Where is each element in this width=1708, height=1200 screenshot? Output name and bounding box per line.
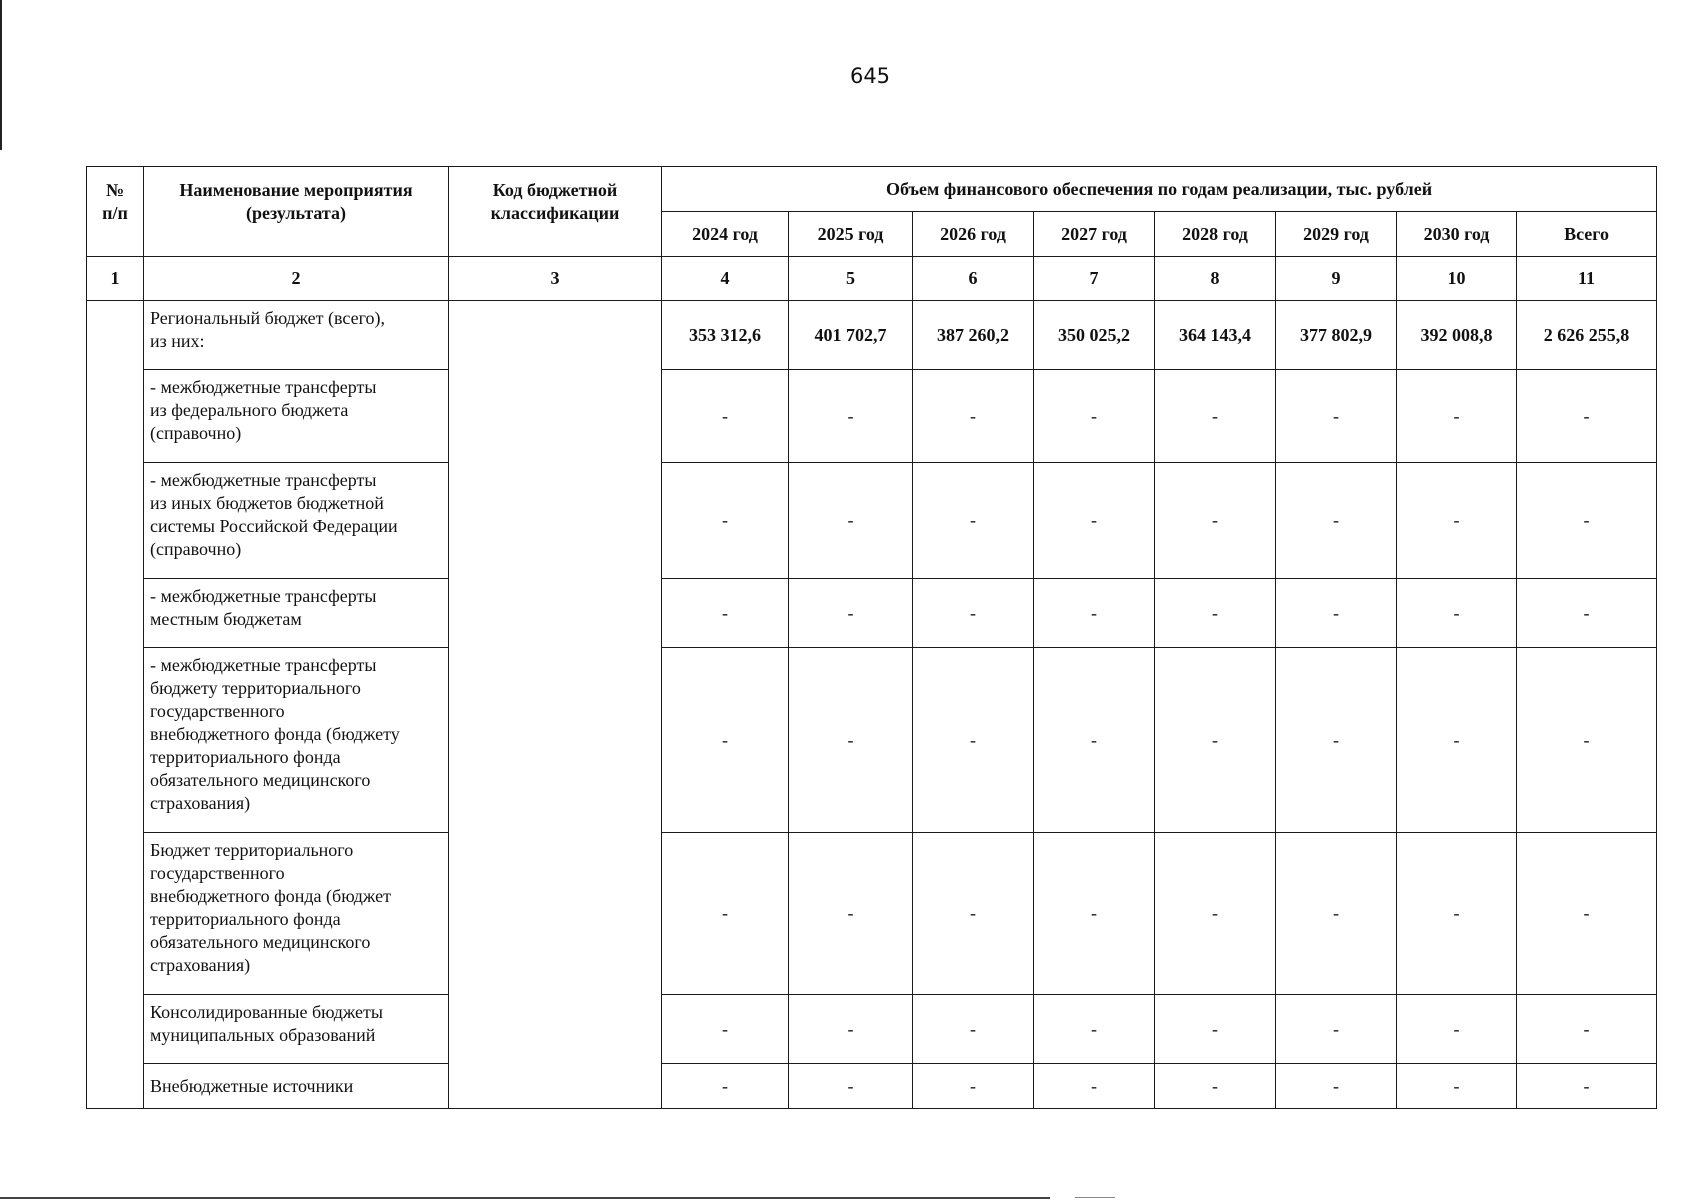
value-cell: - bbox=[1034, 995, 1155, 1064]
value-cell: - bbox=[1517, 648, 1657, 833]
value-cell: - bbox=[913, 1064, 1034, 1109]
value-cell: - bbox=[1276, 463, 1397, 579]
value-cell: - bbox=[1155, 1064, 1276, 1109]
value-cell: - bbox=[1397, 579, 1517, 648]
value-cell: - bbox=[1397, 370, 1517, 463]
row-label: Внебюджетные источники bbox=[144, 1064, 449, 1109]
value-cell: 2 626 255,8 bbox=[1517, 301, 1657, 370]
column-number: 8 bbox=[1155, 257, 1276, 301]
value-cell: - bbox=[1517, 995, 1657, 1064]
value-cell: - bbox=[1155, 463, 1276, 579]
value-cell: - bbox=[1397, 463, 1517, 579]
value-cell: - bbox=[1034, 579, 1155, 648]
table-row bbox=[87, 579, 1657, 648]
page-number: 645 bbox=[849, 64, 891, 88]
value-cell: - bbox=[789, 579, 913, 648]
column-number: 3 bbox=[449, 257, 662, 301]
table-row bbox=[87, 370, 1657, 463]
value-cell: - bbox=[1276, 370, 1397, 463]
value-cell: 377 802,9 bbox=[1276, 301, 1397, 370]
value-cell: - bbox=[1155, 370, 1276, 463]
row-label: - межбюджетные трансферты из иных бюджетов бюджетной системы Российской Федерации (справочно) bbox=[144, 463, 449, 579]
table-row bbox=[87, 833, 1657, 995]
header-year-2026: 2026 год bbox=[913, 212, 1034, 257]
header-row-1 bbox=[87, 167, 1657, 212]
value-cell: - bbox=[1276, 579, 1397, 648]
row-label: - межбюджетные трансферты бюджету территориального государственного внебюджетного фонда (бюджету территориального фонда обязательного медицинского страхования) bbox=[144, 648, 449, 833]
header-funding-span: Объем финансового обеспечения по годам реализации, тыс. рублей bbox=[662, 167, 1657, 212]
value-cell: - bbox=[662, 579, 789, 648]
budget-code-cell-empty bbox=[449, 301, 662, 1109]
budget-table bbox=[86, 166, 1657, 1109]
column-number: 5 bbox=[789, 257, 913, 301]
header-year-2025: 2025 год bbox=[789, 212, 913, 257]
value-cell: - bbox=[1276, 995, 1397, 1064]
value-cell: - bbox=[913, 370, 1034, 463]
value-cell: - bbox=[1517, 1064, 1657, 1109]
value-cell: - bbox=[1155, 995, 1276, 1064]
value-cell: - bbox=[789, 463, 913, 579]
value-cell: - bbox=[1517, 463, 1657, 579]
column-number: 9 bbox=[1276, 257, 1397, 301]
value-cell: - bbox=[789, 995, 913, 1064]
value-cell: - bbox=[662, 370, 789, 463]
scan-border-bottom bbox=[0, 1197, 1050, 1199]
value-cell: - bbox=[1034, 1064, 1155, 1109]
table-row bbox=[87, 995, 1657, 1064]
header-name: Наименование мероприятия (результата) bbox=[144, 167, 449, 257]
value-cell: - bbox=[913, 463, 1034, 579]
table-row bbox=[87, 648, 1657, 833]
column-number: 11 bbox=[1517, 257, 1657, 301]
column-number-row bbox=[87, 257, 1657, 301]
value-cell: - bbox=[1517, 833, 1657, 995]
value-cell: - bbox=[662, 995, 789, 1064]
value-cell: - bbox=[1276, 833, 1397, 995]
row-label: Бюджет территориального государственного внебюджетного фонда (бюджет территориального фонда обязательного медицинского страхования) bbox=[144, 833, 449, 995]
header-total: Всего bbox=[1517, 212, 1657, 257]
value-cell: 364 143,4 bbox=[1155, 301, 1276, 370]
value-cell: - bbox=[913, 833, 1034, 995]
value-cell: - bbox=[1397, 1064, 1517, 1109]
header-code: Код бюджетной классификации bbox=[449, 167, 662, 257]
header-year-2029: 2029 год bbox=[1276, 212, 1397, 257]
column-number: 10 bbox=[1397, 257, 1517, 301]
value-cell: - bbox=[1034, 833, 1155, 995]
scan-border-bottom-fragment bbox=[1075, 1197, 1115, 1198]
value-cell: 350 025,2 bbox=[1034, 301, 1155, 370]
value-cell: - bbox=[1155, 579, 1276, 648]
value-cell: - bbox=[789, 370, 913, 463]
value-cell: 392 008,8 bbox=[1397, 301, 1517, 370]
header-year-2028: 2028 год bbox=[1155, 212, 1276, 257]
value-cell: 353 312,6 bbox=[662, 301, 789, 370]
value-cell: - bbox=[662, 463, 789, 579]
value-cell: - bbox=[1034, 463, 1155, 579]
row-label: Региональный бюджет (всего), из них: bbox=[144, 301, 449, 370]
value-cell: - bbox=[1276, 648, 1397, 833]
header-year-2030: 2030 год bbox=[1397, 212, 1517, 257]
header-year-2027: 2027 год bbox=[1034, 212, 1155, 257]
value-cell: - bbox=[662, 1064, 789, 1109]
column-number: 6 bbox=[913, 257, 1034, 301]
column-number: 2 bbox=[144, 257, 449, 301]
value-cell: - bbox=[1034, 648, 1155, 833]
row-label: - межбюджетные трансферты местным бюджетам bbox=[144, 579, 449, 648]
value-cell: - bbox=[789, 1064, 913, 1109]
value-cell: 387 260,2 bbox=[913, 301, 1034, 370]
header-year-2024: 2024 год bbox=[662, 212, 789, 257]
value-cell: - bbox=[1155, 648, 1276, 833]
value-cell: - bbox=[1034, 370, 1155, 463]
column-number: 1 bbox=[87, 257, 144, 301]
value-cell: - bbox=[789, 833, 913, 995]
value-cell: - bbox=[1517, 579, 1657, 648]
value-cell: - bbox=[662, 648, 789, 833]
header-num: № п/п bbox=[87, 167, 144, 257]
table-row bbox=[87, 301, 1657, 370]
column-number: 7 bbox=[1034, 257, 1155, 301]
table-row bbox=[87, 1064, 1657, 1109]
value-cell: - bbox=[789, 648, 913, 833]
value-cell: - bbox=[1155, 833, 1276, 995]
value-cell: - bbox=[1276, 1064, 1397, 1109]
value-cell: 401 702,7 bbox=[789, 301, 913, 370]
value-cell: - bbox=[1397, 833, 1517, 995]
table-row bbox=[87, 463, 1657, 579]
value-cell: - bbox=[913, 648, 1034, 833]
row-label: - межбюджетные трансферты из федерального бюджета (справочно) bbox=[144, 370, 449, 463]
column-number: 4 bbox=[662, 257, 789, 301]
value-cell: - bbox=[1397, 995, 1517, 1064]
value-cell: - bbox=[1517, 370, 1657, 463]
value-cell: - bbox=[1397, 648, 1517, 833]
value-cell: - bbox=[662, 833, 789, 995]
row-num-cell-empty bbox=[87, 301, 144, 1109]
row-label: Консолидированные бюджеты муниципальных образований bbox=[144, 995, 449, 1064]
value-cell: - bbox=[913, 995, 1034, 1064]
value-cell: - bbox=[913, 579, 1034, 648]
